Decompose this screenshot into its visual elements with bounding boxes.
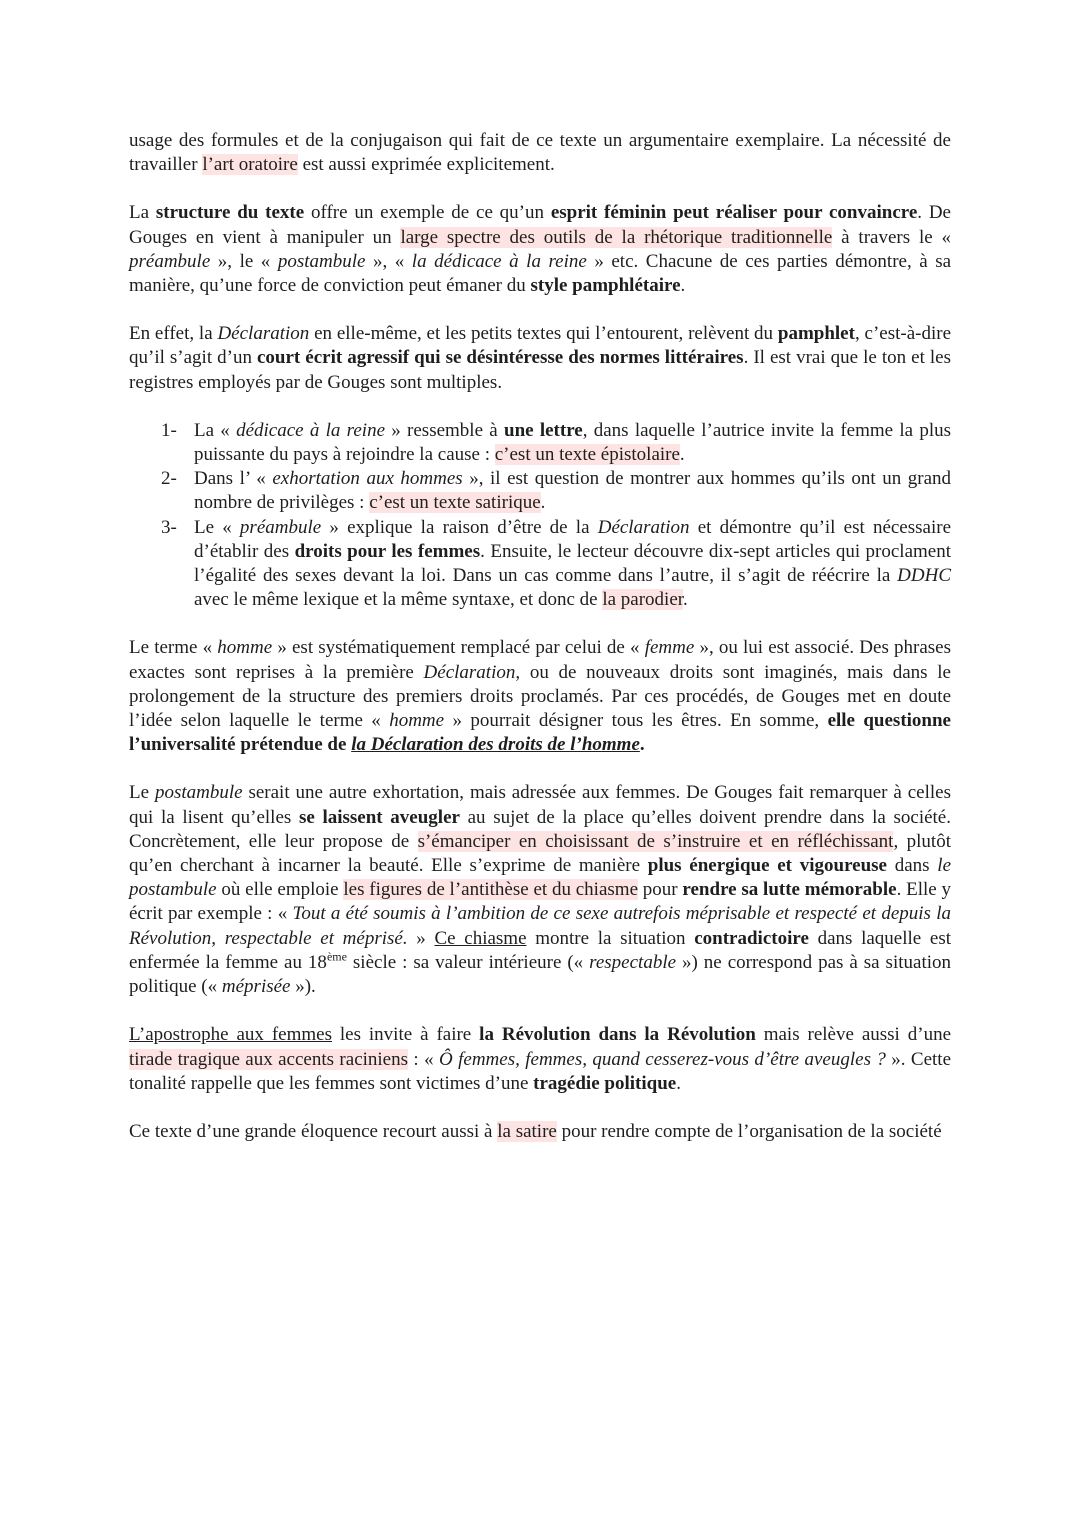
paragraph-5 — [129, 781, 951, 999]
italic-text: postambule — [154, 782, 243, 804]
italic-text: Déclaration — [423, 661, 516, 683]
bold-text: la Révolution dans la Révolution — [479, 1024, 756, 1046]
paragraph-1 — [129, 129, 951, 177]
paragraph-2 — [129, 201, 951, 298]
text: siècle : sa valeur intérieure (« — [346, 951, 590, 973]
text: où elle emploie — [216, 879, 344, 901]
highlight: c’est un texte épistolaire — [494, 444, 680, 466]
highlight: s’émanciper en choisissant de s’instruire et en réfléchissant — [417, 830, 894, 852]
underlined-text: Ce chiasme — [434, 927, 527, 949]
text: et démontre qu’il est nécessaire d’établir des — [194, 516, 952, 562]
bold-underlined-italic-text: la Déclaration des droits de l’homme — [351, 734, 640, 756]
text: . — [676, 1072, 681, 1094]
text: » pourrait désigner tous les êtres. En somme, — [444, 710, 828, 732]
text: », ou lui est associé. Des phrases exactes sont reprises à la première — [129, 637, 951, 683]
list-number: 1- — [161, 419, 177, 441]
list-item — [129, 419, 951, 467]
italic-text: homme — [217, 637, 273, 659]
paragraph-6 — [129, 1023, 951, 1096]
bold-text: esprit féminin peut réaliser pour convaincre — [550, 202, 918, 224]
list-number: 3- — [161, 516, 177, 538]
text: La « — [194, 419, 237, 441]
text: montre la situation — [526, 927, 695, 949]
italic-text: homme — [389, 710, 445, 732]
text: : « — [408, 1048, 439, 1070]
text: La — [129, 202, 156, 224]
bold-text: se laissent aveugler — [298, 806, 460, 828]
text: Ce texte d’une grande éloquence recourt aussi à — [129, 1120, 498, 1142]
highlight: large spectre des outils de la rhétorique traditionnelle — [400, 226, 833, 248]
bold-text: droits pour les femmes — [294, 540, 481, 562]
text: . Ensuite, le lecteur découvre dix-sept articles qui proclament l’égalité des sexes devant la loi. Dans un cas comme dans l’autre, il s’agit de réécrire la — [194, 540, 952, 587]
italic-text: femme — [644, 637, 695, 659]
highlight: tirade tragique aux accents raciniens — [129, 1048, 409, 1070]
text: », le « — [210, 250, 278, 272]
text: En effet, la — [129, 323, 218, 345]
bold-text: tragédie politique — [533, 1072, 677, 1094]
text: les invite à faire — [331, 1024, 480, 1046]
text: » etc. Chacune de ces parties démontre, à sa manière, qu’une force de conviction peut émaner du — [129, 250, 952, 297]
text: » explique la raison d’être de la — [321, 516, 598, 538]
bold-text: elle questionne l’universalité prétendue de — [129, 710, 951, 756]
text: en elle-même, et les petits textes qui l’entourent, relèvent du — [309, 323, 778, 345]
text: . Elle y écrit par exemple : « — [129, 879, 951, 925]
numbered-list — [129, 419, 951, 613]
text: serait une autre exhortation, mais adressée aux femmes. De Gouges fait remarquer à celles qui la lisent qu’elles — [129, 782, 951, 828]
text: . — [680, 275, 686, 297]
list-number: 2- — [161, 468, 177, 490]
text: Le terme « — [129, 637, 218, 659]
text: », il est question de montrer aux hommes qu’ils ont un grand nombre de privilèges : — [194, 468, 951, 514]
quote-italic: Ô femmes, femmes, quand cesserez-vous d’être aveugles ? — [439, 1048, 886, 1070]
italic-text: préambule — [129, 250, 211, 272]
bold-text: contradictoire — [694, 927, 809, 949]
italic-text: préambule — [239, 516, 322, 538]
text: , c’est-à-dire qu’il s’agit d’un — [129, 323, 952, 369]
quote-italic: Tout a été soumis à l’ambition de ce sexe autrefois méprisable et respecté et depuis la Révolution, respectable et méprisé. — [129, 903, 951, 949]
list-item — [129, 516, 951, 613]
document-body — [129, 129, 951, 1168]
text: est aussi exprimée explicitement. — [297, 154, 555, 176]
text: . — [683, 589, 688, 611]
italic-text: méprisée — [221, 976, 291, 998]
text: mais relève aussi d’une — [755, 1024, 951, 1046]
text: offre un exemple de ce qu’un — [304, 202, 551, 224]
list-item — [129, 467, 951, 515]
text: , plutôt qu’en cherchant à incarner la beauté. Elle s’exprime de manière — [129, 830, 951, 877]
text: à travers le « — [832, 226, 951, 248]
paragraph-4 — [129, 636, 951, 757]
text: » — [407, 927, 435, 949]
italic-text: postambule — [277, 250, 366, 272]
underlined-text: L’apostrophe aux femmes — [129, 1024, 332, 1046]
italic-text: DDHC — [897, 565, 951, 587]
text: » ressemble à — [385, 419, 504, 441]
text: Le « — [194, 516, 240, 538]
bold-text: pamphlet — [777, 323, 855, 345]
text: . — [540, 492, 546, 514]
italic-text: exhortation aux hommes — [272, 468, 463, 490]
superscript: ème — [326, 949, 347, 964]
highlight: l’art oratoire — [202, 154, 298, 176]
text: »). — [290, 976, 316, 998]
italic-text: Déclaration — [597, 516, 690, 538]
highlight: la satire — [497, 1120, 557, 1142]
italic-text: respectable — [589, 951, 677, 973]
text: dans laquelle est enfermée la femme au 18 — [129, 927, 952, 973]
bold-text: une lettre — [504, 419, 583, 441]
highlight: les figures de l’antithèse et du chiasme — [343, 879, 638, 901]
highlight: la parodier — [602, 589, 684, 611]
bold-text: structure du texte — [155, 202, 305, 224]
text: avec le même lexique et la même syntaxe, et donc de — [194, 589, 603, 611]
bold-text: style pamphlétaire — [530, 275, 681, 297]
paragraph-3 — [129, 322, 951, 395]
highlight: c’est un texte satirique — [369, 492, 541, 514]
bold-text: court écrit agressif qui se désintéresse des normes littéraires — [257, 347, 744, 369]
text: » est systématiquement remplacé par celui de « — [272, 637, 645, 659]
italic-text: le postambule — [129, 855, 952, 901]
text: », « — [365, 250, 412, 272]
text: , ou de nouveaux droits sont imaginés, mais dans le prolongement de la structure des premiers droits proclamés. Par ces procédés, de Gouges met en doute l’idée selon laquelle le terme « — [129, 661, 951, 732]
text: . Il est vrai que le ton et les registres employés par de Gouges sont multiples. — [129, 347, 951, 393]
text: pour — [638, 879, 683, 901]
text: . — [639, 734, 645, 756]
text: dans — [887, 855, 938, 877]
bold-text: plus énergique et vigoureuse — [647, 855, 887, 877]
bold-text: rendre sa lutte mémorable — [682, 879, 897, 901]
text: au sujet de la place qu’elles doivent prendre dans la société. Concrètement, elle leur propose de — [129, 806, 951, 852]
text: . — [679, 444, 685, 466]
text: ») ne correspond pas à sa situation politique (« — [129, 951, 951, 998]
text: ». Cette tonalité rappelle que les femmes sont victimes d’une — [129, 1048, 952, 1094]
text: Dans l’ « — [194, 468, 273, 490]
text: , dans laquelle l’autrice invite la femme la plus puissante du pays à rejoindre la cause : — [194, 419, 952, 466]
text: pour rendre compte de l’organisation de la société — [556, 1120, 942, 1142]
italic-text: dédicace à la reine — [236, 419, 386, 441]
text: Le — [129, 782, 155, 804]
text: . De Gouges en vient à manipuler un — [129, 202, 951, 248]
italic-text: Déclaration — [217, 323, 310, 345]
italic-text: la dédicace à la reine — [411, 250, 587, 272]
paragraph-7 — [129, 1120, 951, 1144]
text: usage des formules et de la conjugaison qui fait de ce texte un argumentaire exemplaire. La nécessité de travailler — [129, 130, 951, 176]
